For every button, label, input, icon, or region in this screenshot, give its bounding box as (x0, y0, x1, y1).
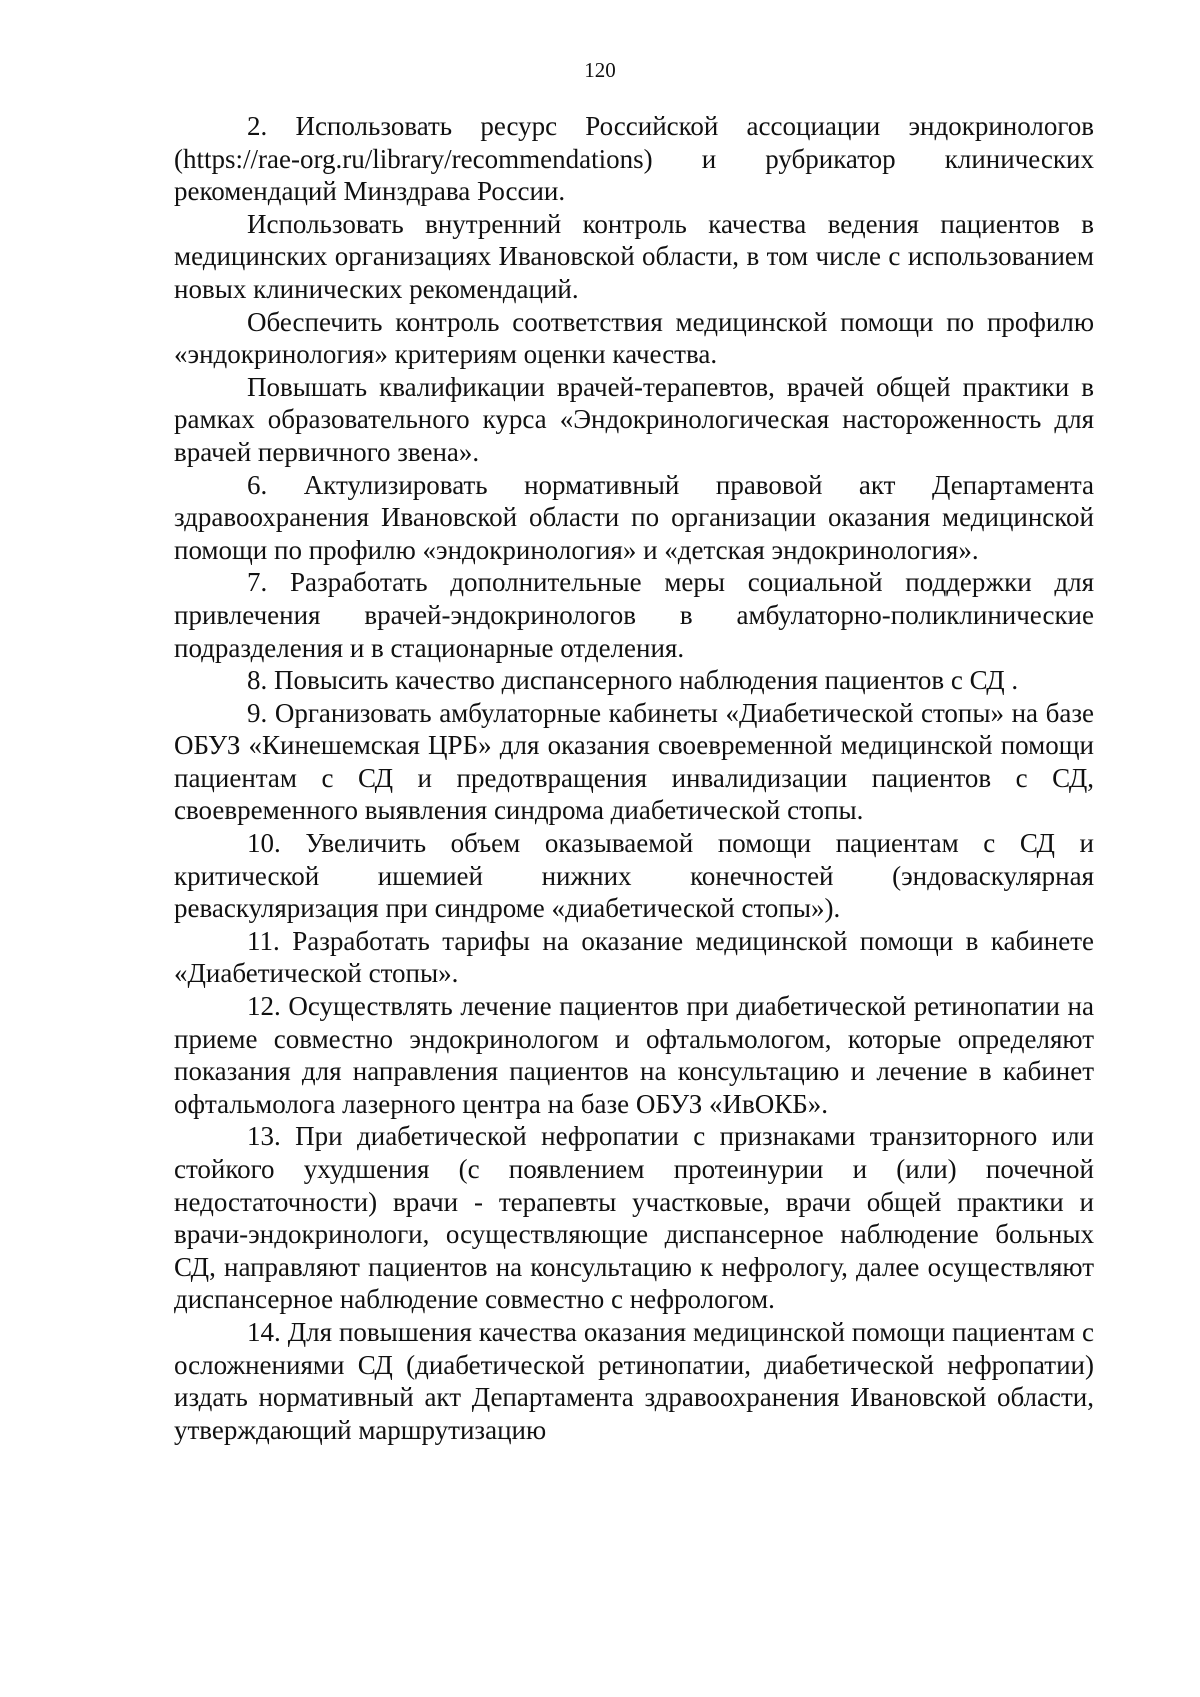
paragraph-item-14: 14. Для повышения качества оказания медицинской помощи пациентам с осложнениями СД (диабетической ретинопатии, диабетической нефропатии) издать нормативный акт Департамента здравоохранения Ивановской области, утверждающий маршрутизацию (174, 1316, 1094, 1445)
paragraph-item-12: 12. Осуществлять лечение пациентов при диабетической ретинопатии на приеме совместно эндокринологом и офтальмологом, которые определяют показания для направления пациентов на консультацию и лечение в кабинет офтальмолога лазерного центра на базе ОБУЗ «ИвОКБ». (174, 991, 1094, 1119)
document-body (174, 110, 1094, 1446)
paragraph-qualification: Повышать квалификации врачей-терапевтов, врачей общей практики в рамках образовательного курса «Эндокринологическая настороженность для врачей первичного звена». (174, 371, 1094, 467)
paragraph-item-8: 8. Повысить качество диспансерного наблюдения пациентов с СД . (247, 665, 1019, 696)
paragraph-item-9: 9. Организовать амбулаторные кабинеты «Диабетической стопы» на базе ОБУЗ «Кинешемская ЦРБ» для оказания своевременной медицинской помощи пациентам с СД и предотвращения инвалидизации пациентов с СД, своевременного выявления синдрома диабетической стопы. (174, 697, 1094, 826)
page-number: 120 (584, 58, 616, 82)
paragraph-internal-control: Использовать внутренний контроль качества ведения пациентов в медицинских организациях Ивановской области, в том числе с использованием новых клинических рекомендаций. (174, 208, 1094, 304)
paragraph-item-10: 10. Увеличить объем оказываемой помощи пациентам с СД и критической ишемией нижних конечностей (эндоваскулярная реваскуляризация при синдроме «диабетической стопы»). (174, 828, 1094, 924)
paragraph-item-2: 2. Использовать ресурс Российской ассоциации эндокринологов (https://rae-org.ru/library/recommendations) и рубрикатор клинических рекомендаций Минздрава России. (174, 111, 1094, 207)
paragraph-quality-control: Обеспечить контроль соответствия медицинской помощи по профилю «эндокринология» критериям оценки качества. (174, 306, 1094, 370)
paragraph-item-7: 7. Разработать дополнительные меры социальной поддержки для привлечения врачей-эндокринологов в амбулаторно-поликлинические подразделения и в стационарные отделения. (174, 567, 1094, 663)
paragraph-item-13: 13. При диабетической нефропатии с признаками транзиторного или стойкого ухудшения (с появлением протеинурии и (или) почечной недостаточности) врачи - терапевты участковые, врачи общей практики и врачи-эндокринологи, осуществляющие диспансерное наблюдение больных СД, направляют пациентов на консультацию к нефрологу, далее осуществляют диспансерное наблюдение совместно с нефрологом. (174, 1121, 1094, 1315)
paragraph-item-11: 11. Разработать тарифы на оказание медицинской помощи в кабинете «Диабетической стопы». (174, 925, 1094, 989)
paragraph-item-6: 6. Актулизировать нормативный правовой акт Департамента здравоохранения Ивановской области по организации оказания медицинской помощи по профилю «эндокринология» и «детская эндокринология». (174, 469, 1094, 565)
